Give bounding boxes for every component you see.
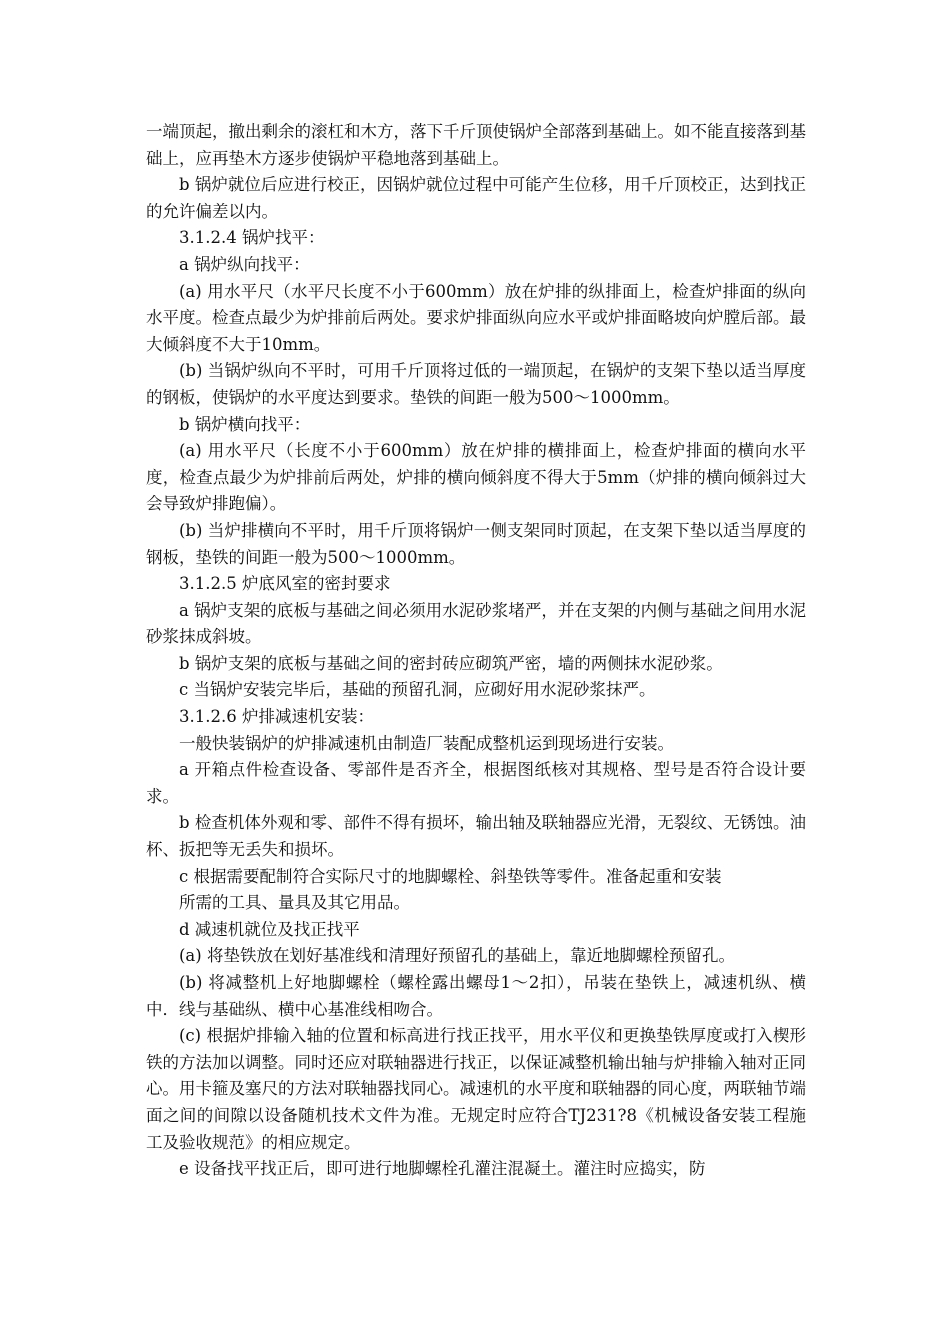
document-page — [146, 119, 806, 1183]
paragraph: 一端顶起，撤出剩余的滚杠和木方，落下千斤顶使锅炉全部落到基础上。如不能直接落到基础上，应再垫木方逐步使锅炉平稳地落到基础上。 — [146, 122, 806, 168]
paragraph: (a) 用水平尺（长度不小于600mm）放在炉排的横排面上，检查炉排面的横向水平度，检查点最少为炉排前后两处，炉排的横向倾斜度不得大于5mm（炉排的横向倾斜过大会导致炉排跑偏）。 — [146, 441, 806, 514]
paragraph: b 锅炉支架的底板与基础之间的密封砖应砌筑严密，墙的两侧抹水泥砂浆。 — [179, 653, 723, 673]
paragraph: 所需的工具、量具及其它用品。 — [179, 893, 410, 913]
paragraph: e 设备找平找正后，即可进行地脚螺栓孔灌注混凝土。灌注时应捣实，防 — [179, 1159, 706, 1179]
paragraph: (a) 将垫铁放在划好基准线和清理好预留孔的基础上，靠近地脚螺栓预留孔。 — [179, 946, 735, 966]
paragraph: a 锅炉支架的底板与基础之间必须用水泥砂浆堵严，并在支架的内侧与基础之间用水泥砂浆抹成斜坡。 — [146, 600, 806, 647]
subsection-heading: d 减速机就位及找正找平 — [179, 919, 360, 939]
section-heading: 3.1.2.6 炉排减速机安装： — [179, 707, 374, 727]
section-heading: 3.1.2.4 锅炉找平： — [179, 228, 325, 248]
paragraph: (a) 用水平尺（水平尺长度不小于600mm）放在炉排的纵排面上，检查炉排面的纵向水平度。检查点最少为炉排前后两处。要求炉排面纵向应水平或炉排面略坡向炉膛后部。最大倾斜度不大于10mm。 — [146, 281, 806, 354]
subsection-heading: b 锅炉横向找平： — [179, 414, 311, 434]
paragraph: a 开箱点件检查设备、零部件是否齐全，根据图纸核对其规格、型号是否符合设计要求。 — [146, 760, 806, 806]
paragraph: c 当锅炉安装完毕后，基础的预留孔洞，应砌好用水泥砂浆抹严。 — [179, 680, 656, 700]
paragraph: 一般快装锅炉的炉排减速机由制造厂装配成整机运到现场进行安装。 — [179, 733, 674, 753]
subsection-heading: a 锅炉纵向找平： — [179, 254, 310, 274]
paragraph: b 锅炉就位后应进行校正，因锅炉就位过程中可能产生位移，用千斤顶校正，达到找正的允许偏差以内。 — [146, 175, 806, 221]
paragraph: c 根据需要配制符合实际尺寸的地脚螺栓、斜垫铁等零件。准备起重和安装 — [179, 866, 722, 886]
paragraph: (b) 将减整机上好地脚螺栓（螺栓露出螺母1～2扣），吊装在垫铁上，减速机纵、横中．线与基础纵、横中心基准线相吻合。 — [146, 973, 806, 1019]
paragraph: (c) 根据炉排输入轴的位置和标高进行找正找平，用水平仪和更换垫铁厚度或打入楔形铁的方法加以调整。同时还应对联轴器进行找正，以保证减整机输出轴与炉排输入轴对正同心。用卡箍及塞尺的方法对联轴器找同心。减速机的水平度和联轴器的同心度，两联轴节端面之间的间隙以设备随机技术文件为准。无规定时应符合TJ231?8《机械设备安装工程施工及验收规范》的相应规定。 — [146, 1026, 806, 1152]
paragraph: (b) 当锅炉纵向不平时，可用千斤顶将过低的一端顶起，在锅炉的支架下垫以适当厚度的钢板，使锅炉的水平度达到要求。垫铁的间距一般为500～1000mm。 — [146, 361, 806, 407]
paragraph: (b) 当炉排横向不平时，用千斤顶将锅炉一侧支架同时顶起，在支架下垫以适当厚度的钢板，垫铁的间距一般为500～1000mm。 — [146, 520, 806, 567]
section-heading: 3.1.2.5 炉底风室的密封要求 — [179, 574, 391, 594]
paragraph: b 检查机体外观和零、部件不得有损坏，输出轴及联轴器应光滑，无裂纹、无锈蚀。油杯、扳把等无丢失和损坏。 — [146, 813, 806, 860]
